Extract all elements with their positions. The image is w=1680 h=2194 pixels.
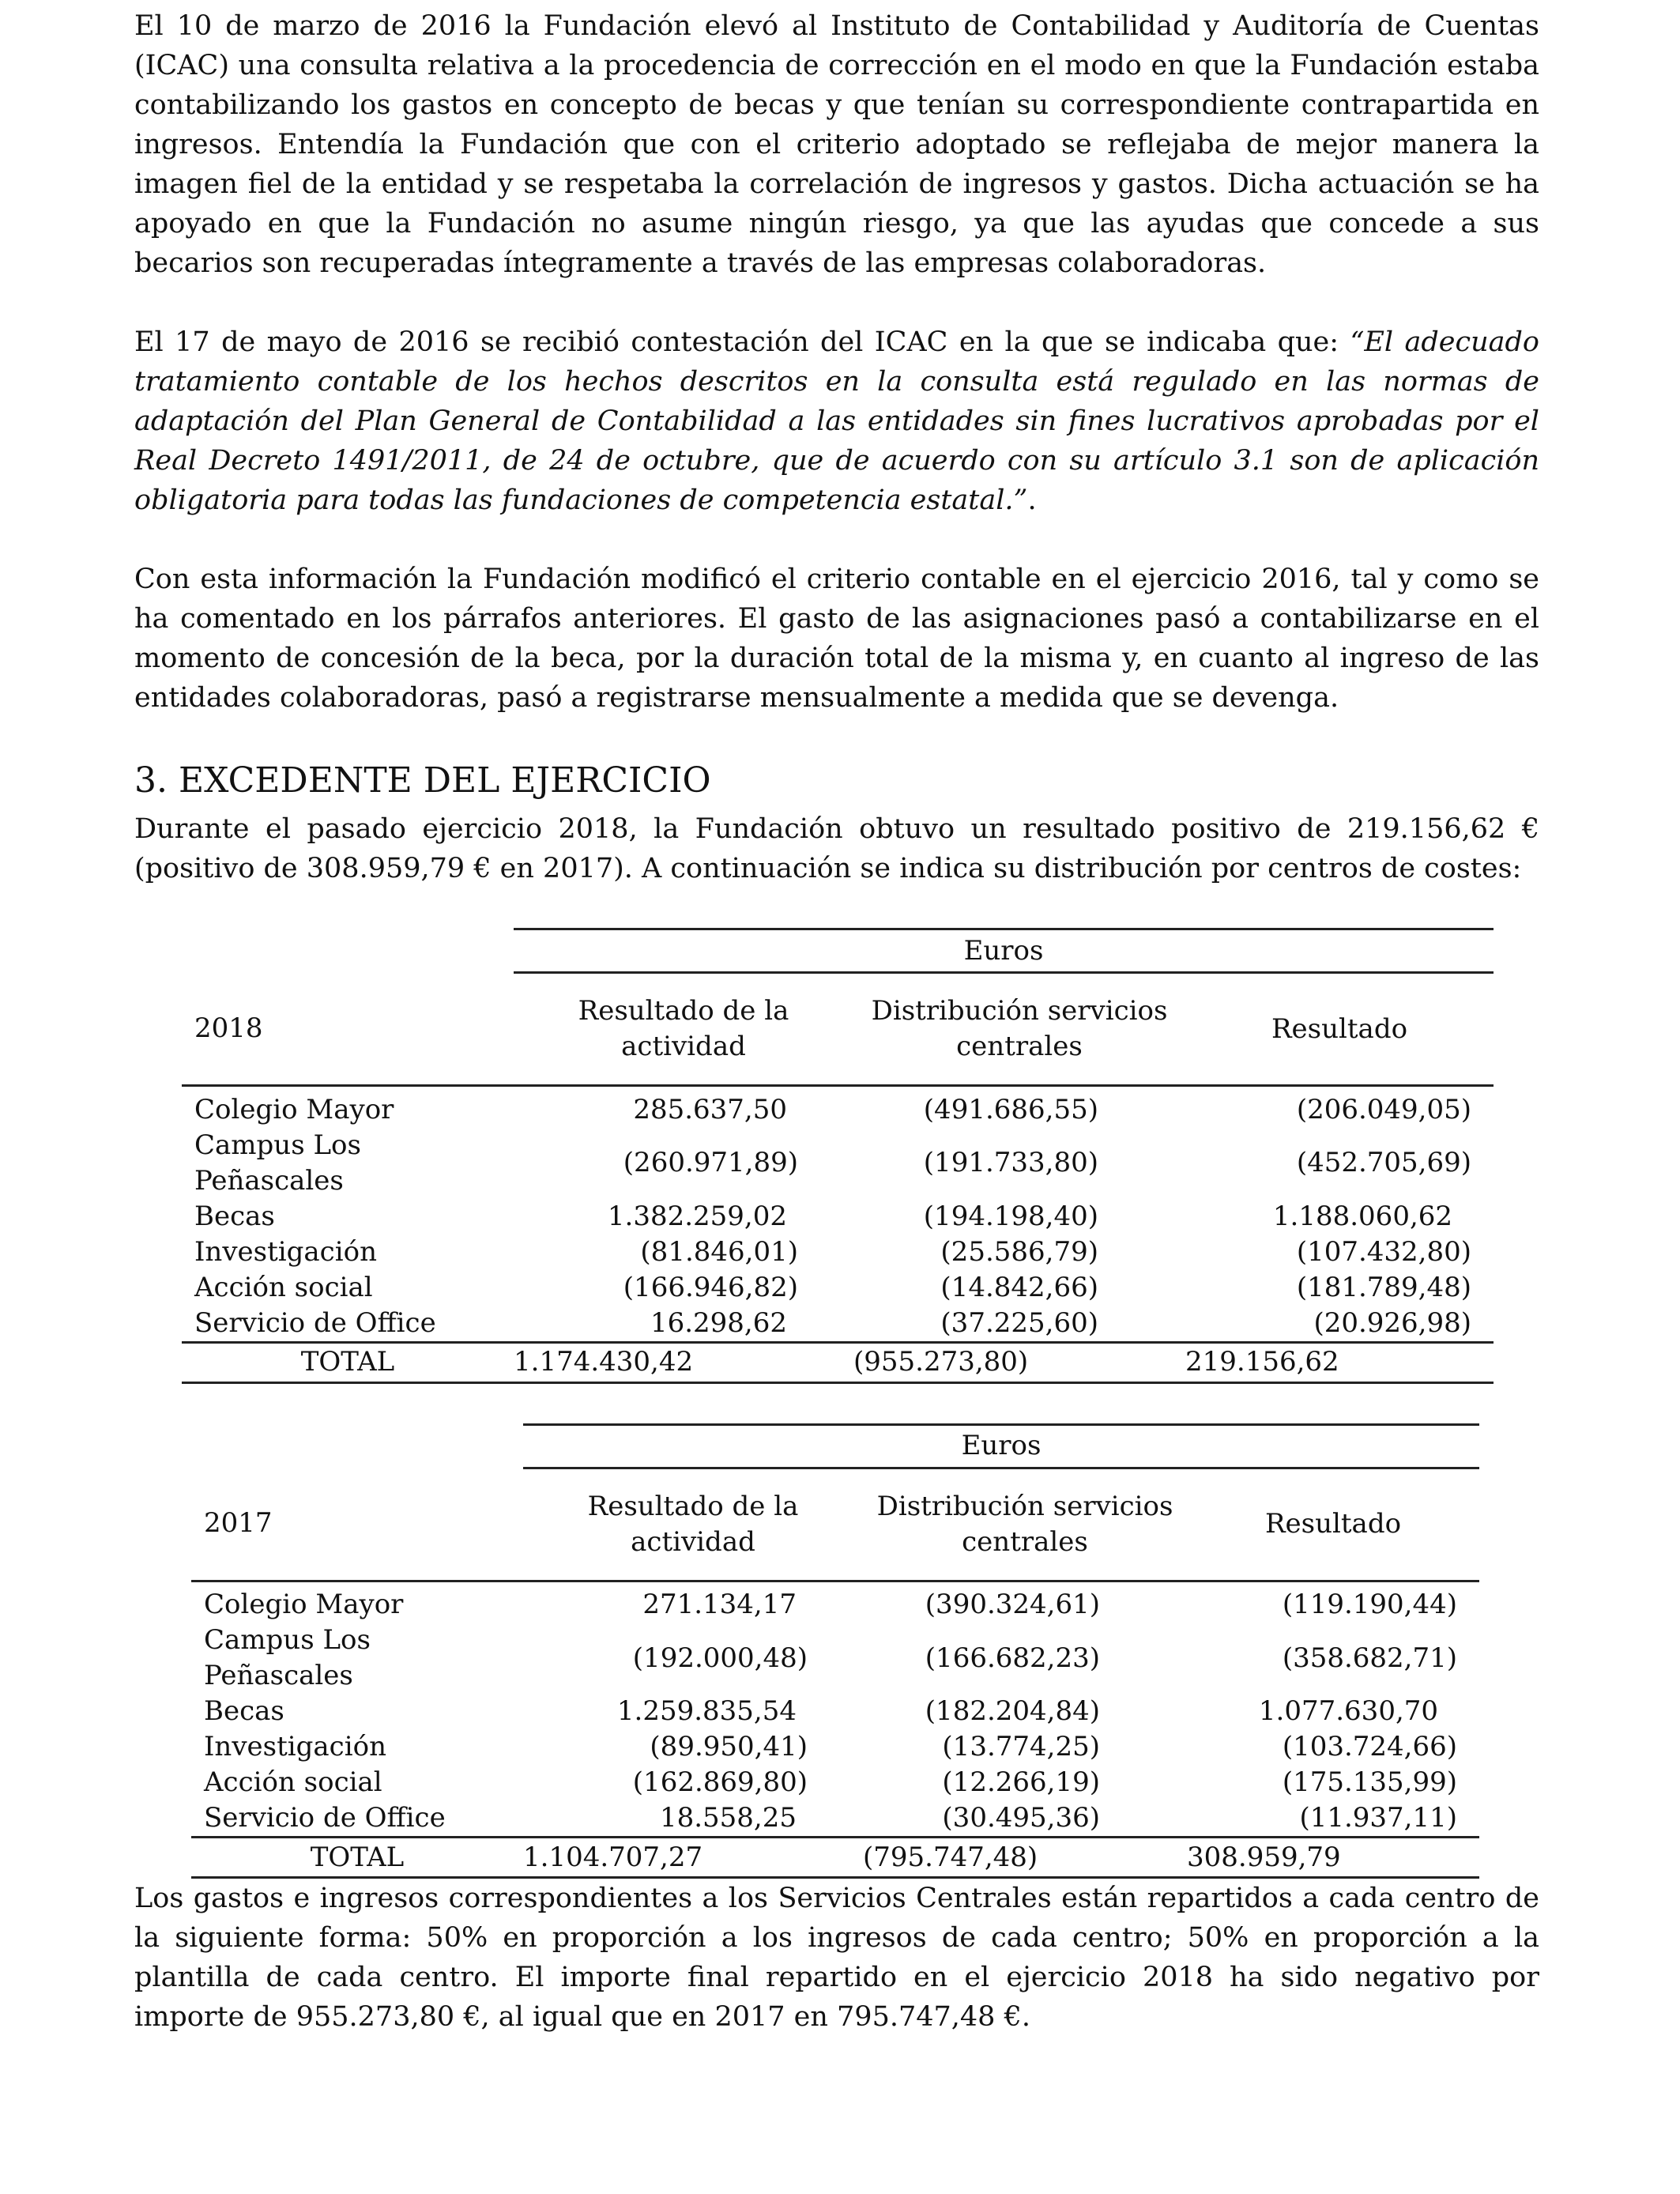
table-currency-row <box>182 929 1494 973</box>
table-row <box>191 1765 1479 1800</box>
cell-value: 16.298,62 <box>514 1306 853 1343</box>
cell-value: 1.259.835,54 <box>616 1695 797 1727</box>
cell-value: 1.382.259,02 <box>607 1200 787 1232</box>
table-row <box>191 1800 1479 1838</box>
table-currency-row <box>191 1424 1479 1468</box>
row-label: Investigación <box>194 1235 377 1268</box>
results-table-2018 <box>182 928 1494 1384</box>
table-header-row <box>182 973 1494 1086</box>
paragraph-icac-consulta: El 10 de marzo de 2016 la Fundación elevó al Instituto de Contabilidad y Auditoría de Cuentas (ICAC) una consulta relativa a la procedencia de corrección en el modo en que la Fundación estaba contabilizando los gastos en concepto de becas y que tenían su correspondiente contrapartida en ingresos. Entendía la Fundación que con el criterio adoptado se reflejaba de mejor manera la imagen fiel de la entidad y se respetaba la correlación de ingresos y gastos. Dicha actuación se ha apoyado en que la Fundación no asume ningún riesgo, ya que las ayudas que concede a sus becarios son recuperadas íntegramente a través de las empresas colaboradoras. <box>134 10 1539 279</box>
cell-value: (81.846,01) <box>640 1235 798 1268</box>
paragraph-icac-respuesta <box>134 322 1539 520</box>
paragraph-servicios-centrales: Los gastos e ingresos correspondientes a los Servicios Centrales están repartidos a cada centro de la siguiente forma: 50% en proporción a los ingresos de cada centro; 50% en proporción a la plantilla de cada centro. El importe final repartido en el ejercicio 2018 ha sido negativo por importe de 955.273,80 €, al igual que en 2017 en 795.747,48 €. <box>134 1883 1539 2033</box>
column-header: Distribución servicios centrales <box>863 1468 1187 1581</box>
paragraph-criterio-contable: Con esta información la Fundación modificó el criterio contable en el ejercicio 2016, tal y como se ha comentado en los párrafos anteriores. El gasto de las asignaciones pasó a contabilizarse en el momento de concesión de la beca, por la duración total de la misma y, en cuanto al ingreso de las entidades colaboradoras, pasó a registrarse mensualmente a medida que se devenga. <box>134 564 1539 714</box>
document-page <box>134 6 1539 2076</box>
cell-value: 18.558,25 <box>523 1800 863 1838</box>
cell-value: (103.724,66) <box>1282 1731 1458 1762</box>
column-header: Resultado de la actividad <box>523 1468 863 1581</box>
table-row <box>182 1128 1494 1199</box>
table-row <box>182 1270 1494 1306</box>
row-label: Becas <box>204 1695 284 1727</box>
table-year: 2017 <box>191 1468 523 1581</box>
cell-value: (191.733,80) <box>923 1147 1098 1178</box>
cell-value: (491.686,55) <box>923 1093 1098 1125</box>
cell-value: (181.789,48) <box>1296 1271 1472 1303</box>
table-row <box>182 1235 1494 1270</box>
section-title: 3. EXCEDENTE DEL EJERCICIO <box>134 760 711 801</box>
row-label: Investigación <box>204 1731 386 1762</box>
cell-value: 1.188.060,62 <box>1272 1200 1453 1232</box>
cell-value: (12.266,19) <box>942 1766 1100 1798</box>
total-value: 219.156,62 <box>1185 1342 1494 1382</box>
total-value: 1.174.430,42 <box>514 1342 853 1382</box>
row-label: Servicio de Office <box>191 1800 523 1838</box>
table-row <box>191 1623 1479 1694</box>
cell-value: 271.134,17 <box>642 1589 797 1620</box>
paragraph-icac-quote: “El adecuado tratamiento contable de los hechos descritos en la consulta está regulado en las normas de adaptación del Plan General de Contabilidad a las entidades sin fines lucrativos aprobadas por el Real Decreto 1491/2011, de 24 de octubre, que de acuerdo con su artículo 3.1 son de aplicación obligatoria para todas las fundaciones de competencia estatal.” <box>134 326 1540 516</box>
cell-value: (25.586,79) <box>940 1235 1098 1268</box>
cell-value: (194.198,40) <box>923 1200 1098 1232</box>
currency-label: Euros <box>514 929 1494 973</box>
total-label: TOTAL <box>182 1342 514 1382</box>
table-year: 2018 <box>182 973 514 1086</box>
table-total-row <box>182 1342 1494 1382</box>
row-label: Becas <box>194 1200 275 1232</box>
cell-value: (20.926,98) <box>1185 1306 1494 1343</box>
column-header: Resultado de la actividad <box>514 973 853 1086</box>
cell-value: (162.869,80) <box>632 1766 808 1798</box>
table-header-row <box>191 1468 1479 1581</box>
table-row <box>191 1587 1479 1623</box>
cell-value: (30.495,36) <box>863 1800 1187 1838</box>
cell-value: (358.682,71) <box>1282 1642 1458 1674</box>
total-value: 1.104.707,27 <box>523 1838 863 1878</box>
cell-value: (119.190,44) <box>1282 1589 1458 1620</box>
cell-value: (107.432,80) <box>1296 1235 1472 1268</box>
cell-value: (452.705,69) <box>1296 1147 1472 1178</box>
total-label: TOTAL <box>191 1838 523 1878</box>
cell-value: (206.049,05) <box>1296 1093 1472 1125</box>
total-value: (795.747,48) <box>863 1838 1187 1878</box>
table-row <box>182 1092 1494 1128</box>
cell-value: (89.950,41) <box>650 1731 808 1762</box>
column-header: Distribución servicios centrales <box>853 973 1185 1086</box>
column-header: Resultado <box>1187 1468 1479 1581</box>
paragraph-resultado: Durante el pasado ejercicio 2018, la Fundación obtuvo un resultado positivo de 219.156,62 € (positivo de 308.959,79 € en 2017). A continuación se indica su distribución por centros de costes: <box>134 813 1539 884</box>
cell-value: (182.204,84) <box>925 1695 1100 1727</box>
row-label: Campus Los Peñascales <box>194 1129 361 1197</box>
cell-value: (175.135,99) <box>1282 1766 1458 1798</box>
cell-value: (11.937,11) <box>1187 1800 1479 1838</box>
cell-value: (37.225,60) <box>853 1306 1185 1343</box>
cell-value: (166.946,82) <box>623 1271 798 1303</box>
cell-value: (192.000,48) <box>632 1642 808 1674</box>
paragraph-icac-respuesta-end: . <box>1027 484 1037 516</box>
paragraph-icac-respuesta-intro: El 17 de mayo de 2016 se recibió contestación del ICAC en la que se indicaba que: <box>134 326 1350 358</box>
currency-label: Euros <box>523 1424 1479 1468</box>
cell-value: (390.324,61) <box>925 1589 1100 1620</box>
cell-value: (13.774,25) <box>942 1731 1100 1762</box>
table-row <box>191 1729 1479 1765</box>
table-row <box>191 1694 1479 1729</box>
column-header: Resultado <box>1185 973 1494 1086</box>
row-label: Acción social <box>204 1766 382 1798</box>
row-label: Acción social <box>194 1271 373 1303</box>
table-row <box>182 1199 1494 1235</box>
cell-value: (14.842,66) <box>940 1271 1098 1303</box>
total-value: (955.273,80) <box>853 1342 1185 1382</box>
total-value: 308.959,79 <box>1187 1838 1479 1878</box>
row-label: Campus Los Peñascales <box>204 1624 371 1691</box>
row-label: Servicio de Office <box>182 1306 514 1343</box>
row-label: Colegio Mayor <box>194 1093 394 1125</box>
table-total-row <box>191 1838 1479 1878</box>
row-label: Colegio Mayor <box>204 1589 404 1620</box>
cell-value: (260.971,89) <box>623 1147 798 1178</box>
table-row <box>182 1306 1494 1343</box>
results-table-2017 <box>191 1423 1479 1879</box>
cell-value: (166.682,23) <box>925 1642 1100 1674</box>
cell-value: 285.637,50 <box>633 1093 787 1125</box>
cell-value: 1.077.630,70 <box>1258 1695 1439 1727</box>
